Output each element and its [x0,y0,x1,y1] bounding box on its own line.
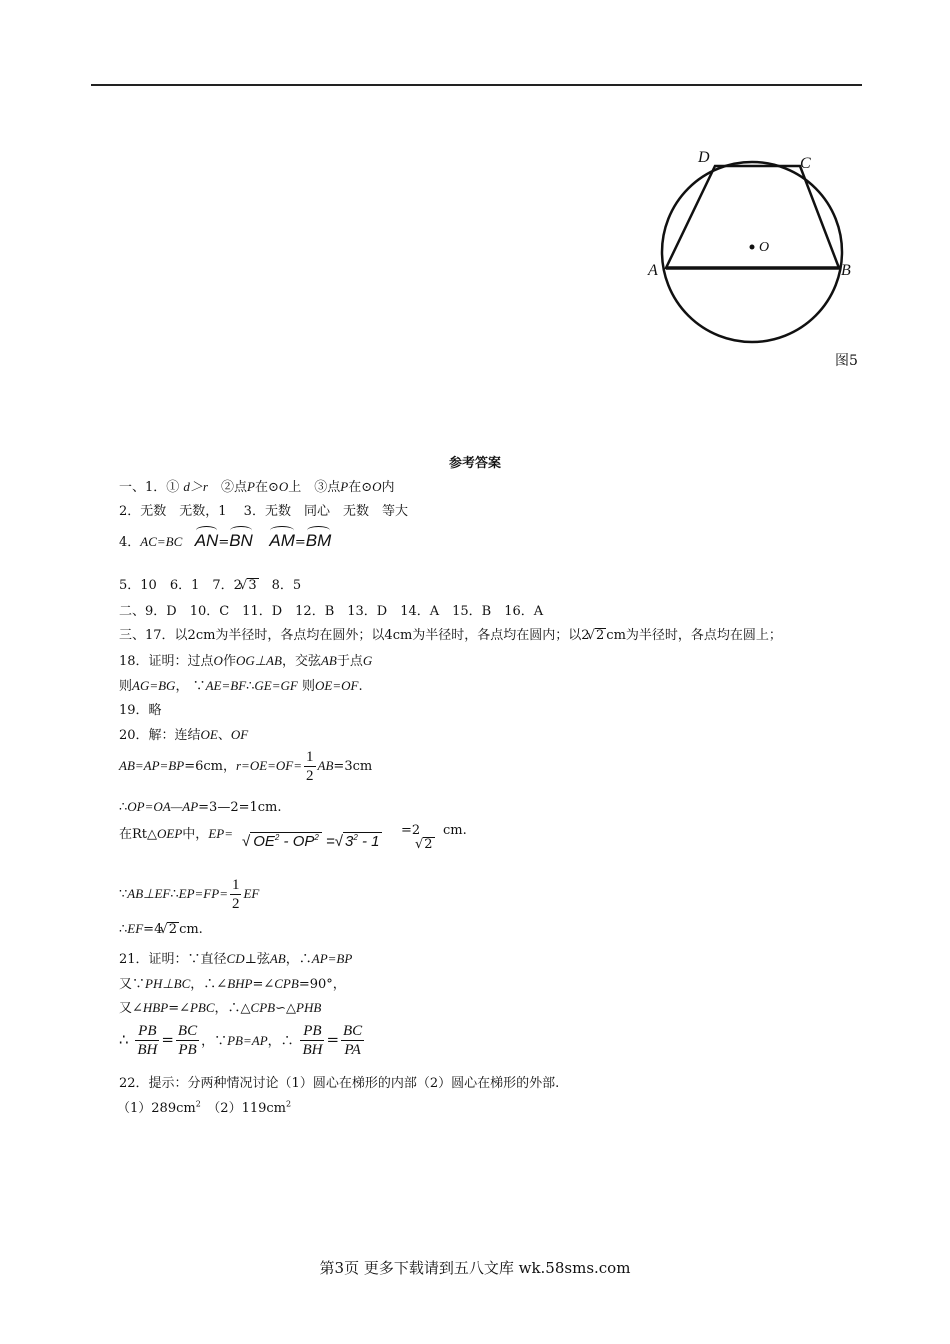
sqrt-expression: √ $OE^2 - OP^2$ =√ $3^2 - 1$ [242,833,380,850]
fraction-pb-bh: $\frac{PB}{BH}$ [137,1023,158,1058]
header-rule [91,84,862,86]
answer-line-17: 三、17．以2cm为半径时，各点均在圆外；以4cm为半径时，各点均在圆内；以2 √ 2 cm为半径时，各点均在圆上； [119,624,782,643]
label-d: D [698,149,710,166]
label-b: B [841,262,851,279]
arc-an: AN [195,525,219,551]
answer-line-1: 一、1．① d＞r ②点P在⊙O上 ③点P在⊙O内 [119,479,395,495]
answer-line-22: 22．提示：分两种情况讨论（1）圆心在梯形的内部（2）圆心在梯形的外部. [119,1076,560,1091]
fraction-bc-pa: $\frac{BC}{PA}$ [343,1023,363,1058]
answer-line-4: 4．AC=BC AN=BN AM=BM [119,525,331,551]
page-footer: 第3页 更多下载请到五八文库 wk.58sms.com [319,1259,631,1277]
answer-line-19: 19．略 [119,703,162,718]
answer-line-20b: AB=AP=BP=6cm，r=OE=OF= $\frac{1}{2}$ AB=3cm [119,749,373,784]
answer-line-20f: ∴EF=4 √ 2 cm. [119,921,203,937]
answer-line-9: 二、9．D 10．C 11．D 12．B 13．D 14．A 15．B 16．A [119,604,544,619]
fraction-pb-bh-2: $\frac{PB}{BH}$ [302,1023,323,1058]
answer-line-21d: ∴ $\frac{PB}{BH}$ = $\frac{BC}{PB}$ ，∵PB=AP，∴ $\frac{PB}{BH}$ = $\frac{BC}{PA}$ [119,1023,363,1058]
answer-line-21c: 又∠HBP=∠PBC，∴△CPB∽△PHB [119,1000,322,1016]
center-point [750,245,755,250]
label-a: A [648,262,658,279]
answer-line-21b: 又∵PH⊥BC，∴∠BHP=∠CPB=90°， [119,976,346,992]
arc-am: AM [269,525,295,551]
label-c: C [800,155,811,172]
circle-trapezoid-figure [640,140,870,360]
answer-line-2: 2．无数 无数，1 3．无数 同心 无数 等大 [119,504,408,519]
trapezoid [666,166,839,268]
circle [662,162,842,342]
answer-line-20c: ∴OP=OA—AP=3—2=1cm. [119,799,282,815]
fraction-bc-pb: $\frac{BC}{PB}$ [177,1023,198,1058]
answers-title: 参考答案 [448,456,501,471]
answer-line-22b: $(1)289cm^2$ $(2)119cm^2$ [117,1099,292,1116]
answer-line-20d: 在Rt△OEP中，EP= √ $OE^2 - OP^2$ =√ $3^2 - 1$ =2 √ 2 cm. [119,823,233,842]
answer-line-21: 21．证明：∵直径CD⊥弦AB，∴AP=BP [119,951,353,967]
label-o: O [759,240,770,255]
arc-bn: BN [229,525,253,551]
answer-line-20e: ∵AB⊥EF∴EP=FP= $\frac{1}{2}$ EF [119,877,260,912]
answer-line-18b: 则AG=BG， ∵AE=BF∴GE=GF 则OE=OF. [119,678,363,694]
fraction-half-2: $\frac{1}{2}$ [231,877,240,912]
answer-line-18: 18．证明：过点O作OG⊥AB，交弦AB于点G [119,653,373,669]
answer-line-5: 5．10 6．1 7．2 √ 3 8．5 [119,574,301,593]
fraction-half: $\frac{1}{2}$ [306,749,314,784]
answer-line-20: 20．解：连结OE、OF [119,727,249,743]
figure-caption: 图5 [835,353,858,369]
arc-bm: BM [306,525,332,551]
